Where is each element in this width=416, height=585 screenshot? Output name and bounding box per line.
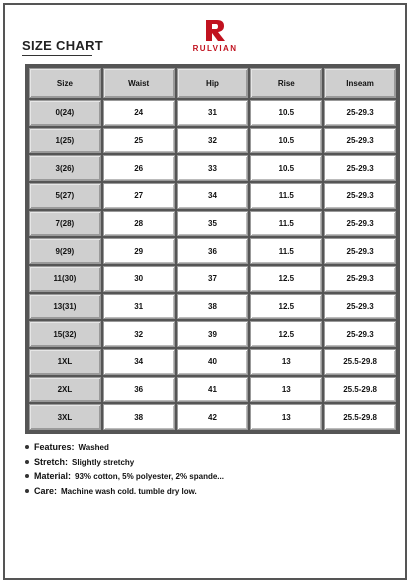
cell-hip: 38 (177, 294, 249, 320)
feature-value: Washed (78, 443, 109, 452)
cell-inseam: 25-29.3 (324, 128, 396, 154)
cell-inseam: 25-29.3 (324, 155, 396, 181)
cell-hip: 37 (177, 266, 249, 292)
feature-label: Material: (34, 471, 72, 481)
cell-rise: 12.5 (250, 294, 322, 320)
table-row (29, 238, 396, 264)
cell-waist: 28 (103, 211, 175, 237)
cell-waist: 36 (103, 377, 175, 403)
table-row (29, 183, 396, 209)
cell-waist: 34 (103, 349, 175, 375)
cell-size: 2XL (29, 377, 101, 403)
cell-size: 13(31) (29, 294, 101, 320)
cell-waist: 31 (103, 294, 175, 320)
cell-size: 3XL (29, 404, 101, 430)
bullet-icon (25, 489, 29, 493)
cell-inseam: 25.5-29.8 (324, 404, 396, 430)
table-row (29, 128, 396, 154)
table-row (29, 349, 396, 375)
cell-inseam: 25-29.3 (324, 294, 396, 320)
product-features (25, 442, 224, 500)
cell-rise: 11.5 (250, 183, 322, 209)
bullet-icon (25, 474, 29, 478)
size-table-frame (25, 64, 400, 434)
cell-hip: 39 (177, 321, 249, 347)
feature-features (25, 442, 224, 457)
feature-value: 93% cotton, 5% polyester, 2% spande... (75, 472, 224, 481)
cell-waist: 26 (103, 155, 175, 181)
cell-hip: 31 (177, 100, 249, 126)
cell-hip: 42 (177, 404, 249, 430)
cell-size: 11(30) (29, 266, 101, 292)
cell-rise: 11.5 (250, 211, 322, 237)
cell-rise: 13 (250, 349, 322, 375)
cell-size: 1(25) (29, 128, 101, 154)
table-row (29, 100, 396, 126)
cell-waist: 24 (103, 100, 175, 126)
feature-care (25, 486, 224, 501)
table-row (29, 211, 396, 237)
cell-waist: 25 (103, 128, 175, 154)
table-row (29, 404, 396, 430)
size-table (27, 66, 398, 432)
cell-waist: 27 (103, 183, 175, 209)
cell-rise: 11.5 (250, 238, 322, 264)
table-header-row (29, 68, 396, 98)
feature-label: Care: (34, 485, 58, 496)
cell-inseam: 25-29.3 (324, 321, 396, 347)
cell-rise: 10.5 (250, 155, 322, 181)
feature-label: Features: (34, 442, 75, 452)
cell-inseam: 25-29.3 (324, 266, 396, 292)
size-chart-card (3, 3, 407, 580)
feature-stretch (25, 457, 224, 472)
feature-value: Machine wash cold. tumble dry low. (61, 486, 197, 496)
page-title: SIZE CHART (22, 38, 103, 53)
cell-size: 0(24) (29, 100, 101, 126)
brand-logo (183, 17, 247, 53)
cell-inseam: 25-29.3 (324, 100, 396, 126)
column-header-hip: Hip (177, 68, 249, 98)
cell-hip: 35 (177, 211, 249, 237)
cell-size: 3(26) (29, 155, 101, 181)
column-header-inseam: Inseam (324, 68, 396, 98)
title-underline (22, 55, 92, 56)
cell-rise: 12.5 (250, 321, 322, 347)
cell-waist: 32 (103, 321, 175, 347)
cell-rise: 10.5 (250, 100, 322, 126)
column-header-rise: Rise (250, 68, 322, 98)
cell-rise: 13 (250, 377, 322, 403)
cell-waist: 30 (103, 266, 175, 292)
cell-waist: 29 (103, 238, 175, 264)
cell-waist: 38 (103, 404, 175, 430)
table-row (29, 294, 396, 320)
bullet-icon (25, 460, 29, 464)
cell-inseam: 25-29.3 (324, 238, 396, 264)
cell-inseam: 25-29.3 (324, 211, 396, 237)
cell-hip: 33 (177, 155, 249, 181)
cell-hip: 32 (177, 128, 249, 154)
cell-rise: 12.5 (250, 266, 322, 292)
cell-size: 15(32) (29, 321, 101, 347)
table-row (29, 321, 396, 347)
table-row (29, 266, 396, 292)
table-row (29, 155, 396, 181)
feature-value: Slightly stretchy (72, 457, 135, 467)
feature-material (25, 471, 224, 486)
cell-size: 7(28) (29, 211, 101, 237)
cell-inseam: 25-29.3 (324, 183, 396, 209)
cell-hip: 36 (177, 238, 249, 264)
cell-inseam: 25.5-29.8 (324, 349, 396, 375)
cell-size: 1XL (29, 349, 101, 375)
cell-hip: 41 (177, 377, 249, 403)
cell-size: 9(29) (29, 238, 101, 264)
cell-rise: 13 (250, 404, 322, 430)
cell-hip: 34 (177, 183, 249, 209)
cell-hip: 40 (177, 349, 249, 375)
brand-name: RULVIAN (192, 44, 238, 53)
brand-r-icon (202, 17, 228, 43)
column-header-size: Size (29, 68, 101, 98)
table-row (29, 377, 396, 403)
feature-label: Stretch: (34, 456, 69, 467)
cell-rise: 10.5 (250, 128, 322, 154)
column-header-waist: Waist (103, 68, 175, 98)
bullet-icon (25, 445, 29, 449)
cell-size: 5(27) (29, 183, 101, 209)
cell-inseam: 25.5-29.8 (324, 377, 396, 403)
